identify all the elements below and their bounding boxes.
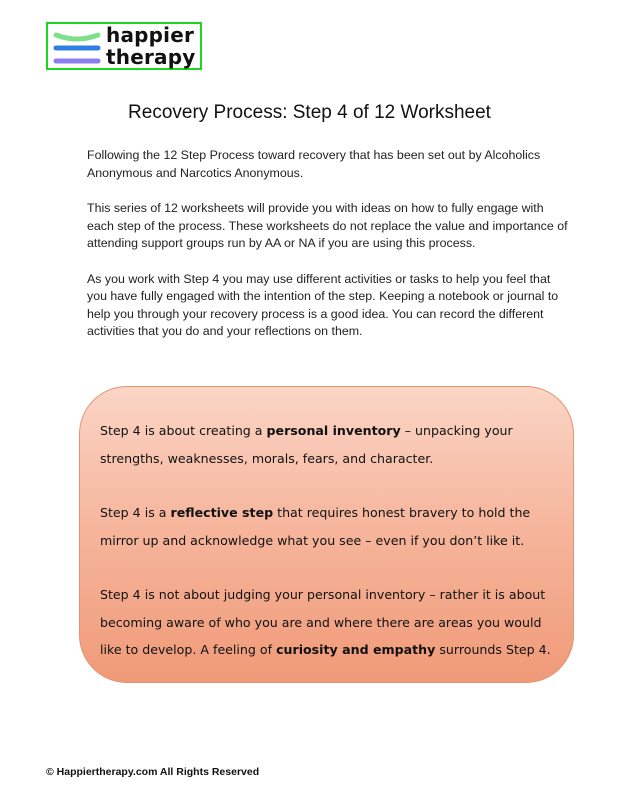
callout-p3-text-after: surrounds Step 4. bbox=[435, 642, 551, 657]
callout-p1-text-before: Step 4 is about creating a bbox=[100, 423, 267, 438]
intro-paragraph-2: This series of 12 worksheets will provide you with ideas on how to fully engage with each step of the process. These worksheets do not replace the value and importance of attending support groups run by AA or NA if you are using this process. bbox=[87, 201, 568, 250]
logo-wordmark bbox=[106, 24, 195, 68]
callout-p3-text-before: Step 4 is not about judging your personal inventory – rather it is about becoming aware of who you are and where there are areas you would like to develop. A feeling of bbox=[100, 587, 546, 657]
callout-paragraph-2 bbox=[100, 499, 553, 554]
callout-p2-text-before: Step 4 is a bbox=[100, 505, 171, 520]
callout-p1-emphasis: personal inventory bbox=[266, 423, 401, 438]
logo-line-1: happier bbox=[106, 23, 195, 47]
intro-paragraph-1: Following the 12 Step Process toward recovery that has been set out by Alcoholics Anonymous and Narcotics Anonymous. bbox=[87, 148, 541, 180]
logo-line-2: therapy bbox=[106, 45, 196, 69]
callout-p2-emphasis: reflective step bbox=[170, 505, 274, 520]
step-4-callout-box bbox=[79, 386, 574, 683]
intro-section bbox=[87, 147, 569, 359]
callout-p3-emphasis: curiosity and empathy bbox=[276, 642, 436, 657]
callout-paragraph-3 bbox=[100, 581, 553, 664]
brand-logo[interactable] bbox=[46, 22, 202, 70]
callout-p1-text-after: – unpacking your strengths, weaknesses, morals, fears, and character. bbox=[100, 423, 513, 466]
callout-paragraph-1 bbox=[100, 417, 553, 472]
copyright-footer: © Happiertherapy.com All Rights Reserved bbox=[46, 766, 260, 778]
intro-paragraph-3: As you work with Step 4 you may use different activities or tasks to help you feel that you have fully engaged with the intention of the step. Keeping a notebook or journal to help you through your recovery process is a good idea. You can record the different activities that you do and your reflections on them. bbox=[87, 271, 559, 338]
happier-therapy-logo-icon bbox=[52, 29, 102, 67]
page-title: Recovery Process: Step 4 of 12 Worksheet bbox=[128, 102, 491, 123]
callout-p2-text-after: that requires honest bravery to hold the mirror up and acknowledge what you see – even if you don’t like it. bbox=[100, 505, 531, 548]
